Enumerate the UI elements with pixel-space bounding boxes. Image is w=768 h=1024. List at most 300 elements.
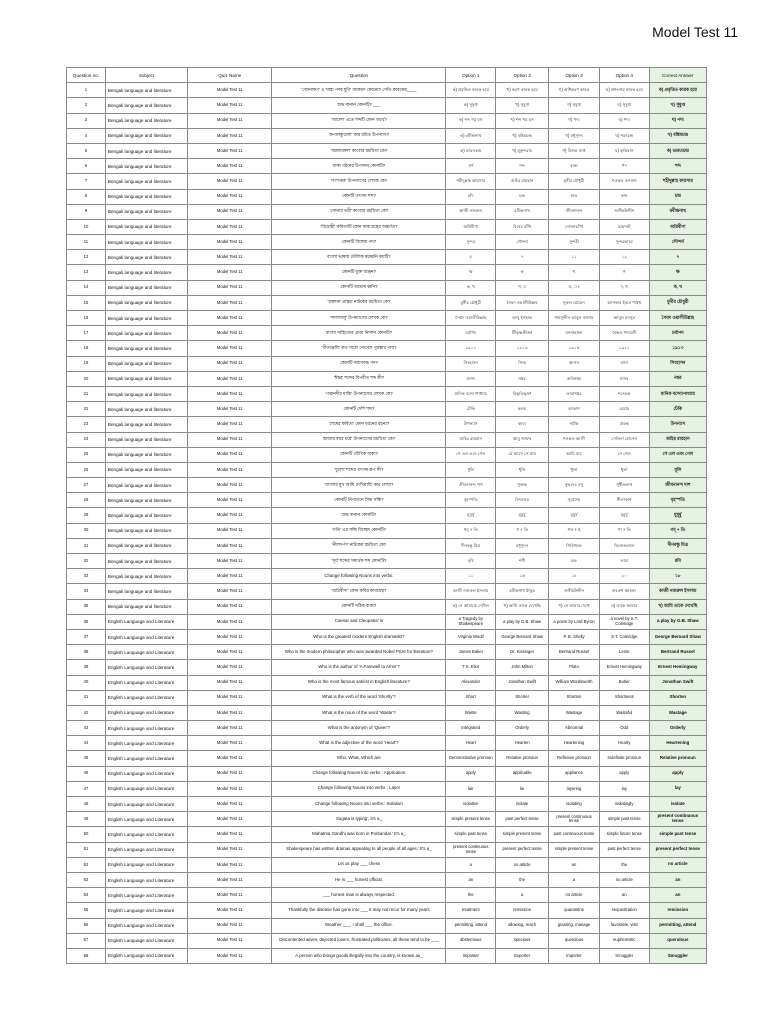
quiz-name-cell: Model Test 11 <box>188 903 272 918</box>
question-no-cell: 28 <box>67 493 106 508</box>
question-cell: Change following Nouns into verbs : Isolation <box>272 797 446 812</box>
subject-cell: English Language and Literature <box>105 690 187 705</box>
correct-answer-cell: গম্ + তি <box>649 523 706 538</box>
quiz-name-cell: Model Test 11 <box>188 614 272 629</box>
question-no-cell: 29 <box>67 508 106 523</box>
option-1-cell: সৈয়দ ওয়ালীউল্লাহ <box>446 311 496 326</box>
option-1-cell: abstemious <box>446 933 496 948</box>
question-cell: বাক্য গঠনের উপাদান কোনটি? <box>272 159 446 174</box>
option-2-cell: applicable <box>496 766 549 781</box>
correct-answer-cell: isolate <box>649 797 706 812</box>
option-2-cell: বিদ্যালয় <box>496 493 549 508</box>
question-cell: Sugata is typing', it's a_ <box>272 812 446 827</box>
option-2-cell: খ) আমি তাকে দেখেছি <box>496 599 549 614</box>
correct-answer-cell: permitting, attend <box>649 918 706 933</box>
question-no-cell: 35 <box>67 599 106 614</box>
correct-answer-cell: Jonathan Swift <box>649 675 706 690</box>
option-3-cell: মনসামঙ্গল <box>549 326 600 341</box>
question-cell: কোনটি যৌগিক বাক্য? <box>272 447 446 462</box>
question-no-cell: 16 <box>67 311 106 326</box>
table-row <box>67 417 707 432</box>
option-3-cell: আসন <box>549 356 600 371</box>
option-4-cell: Lenin <box>599 645 649 660</box>
option-4-cell: বসন <box>599 356 649 371</box>
option-3-cell: Importer <box>549 948 600 963</box>
option-4-cell: a novel by S.T. Coleridge <box>599 614 649 629</box>
subject-cell: Bengali language and literature <box>105 83 187 98</box>
question-cell: He is ___ honest official. <box>272 872 446 887</box>
option-2-cell: Dr. Kissinger <box>496 645 549 660</box>
header-option-4: Option 4 <box>599 68 649 83</box>
question-no-cell: 14 <box>67 280 106 295</box>
subject-cell: English Language and Literature <box>105 903 187 918</box>
correct-answer-cell: শব্দ <box>649 159 706 174</box>
table-row <box>67 872 707 887</box>
quiz-name-cell: Model Test 11 <box>188 356 272 371</box>
option-3-cell: গিরিশচন্দ্র <box>549 538 600 553</box>
subject-cell: Bengali language and literature <box>105 447 187 462</box>
table-row <box>67 326 707 341</box>
quiz-name-cell: Model Test 11 <box>188 842 272 857</box>
option-3-cell: তারাশঙ্কর <box>549 386 600 401</box>
question-cell: 'শেষের কবিতা' কোন ধরনের রচনা? <box>272 417 446 432</box>
correct-answer-cell: সিংহাসন <box>649 356 706 371</box>
option-2-cell: Shorter <box>496 690 549 705</box>
quiz-name-cell: Model Test 11 <box>188 402 272 417</box>
option-1-cell: চাঁদ <box>446 189 496 204</box>
correct-answer-cell: ১৯১৩ <box>649 341 706 356</box>
quiz-name-cell: Model Test 11 <box>188 827 272 842</box>
correct-answer-cell: রবীন্দ্রনাথ <box>649 204 706 219</box>
question-cell: 'সোনার তরী' কাব্যের রচয়িতা কে? <box>272 204 446 219</box>
option-2-cell: নশ্বর <box>496 371 549 386</box>
question-no-cell: 58 <box>67 948 106 963</box>
option-2-cell: remission <box>496 903 549 918</box>
option-2-cell: কলম <box>496 402 549 417</box>
question-cell: Who, What, Which are <box>272 751 446 766</box>
correct-answer-cell: দীনবন্ধু মিত্র <box>649 538 706 553</box>
option-2-cell: শশী <box>496 554 549 569</box>
option-4-cell: গ <box>599 265 649 280</box>
question-no-cell: 49 <box>67 812 106 827</box>
option-2-cell: Relative pronoun <box>496 751 549 766</box>
question-cell: Let us play ___ chess <box>272 857 446 872</box>
question-no-cell: 10 <box>67 219 106 234</box>
option-3-cell: বুদ্ধদেব বসু <box>549 478 600 493</box>
subject-cell: Bengali language and literature <box>105 189 187 204</box>
question-no-cell: 4 <box>67 128 106 143</box>
subject-cell: Bengali language and literature <box>105 462 187 477</box>
option-1-cell: present continuous tense <box>446 842 496 857</box>
question-cell: কোনটি বিশেষ্য পদ? <box>272 235 446 250</box>
option-1-cell: Demonstrative pronoun <box>446 751 496 766</box>
correct-answer-cell: মুনীর চৌধুরী <box>649 295 706 310</box>
quiz-name-cell: Model Test 11 <box>188 812 272 827</box>
quiz-name-cell: Model Test 11 <box>188 538 272 553</box>
question-cell: বাংলা সাহিত্যের প্রথম নিদর্শন কোনটি? <box>272 326 446 341</box>
subject-cell: English Language and Literature <box>105 705 187 720</box>
quiz-name-cell: Model Test 11 <box>188 326 272 341</box>
subject-cell: Bengali language and literature <box>105 204 187 219</box>
option-2-cell: allowing, reach <box>496 918 549 933</box>
option-3-cell: হাত <box>549 189 600 204</box>
option-1-cell: T.S. Eliot <box>446 660 496 675</box>
subject-cell: Bengali language and literature <box>105 523 187 538</box>
option-1-cell: Waste <box>446 705 496 720</box>
option-1-cell: Short <box>446 690 496 705</box>
option-2-cell: শ্রীকৃষ্ণকীর্তন <box>496 326 549 341</box>
table-row <box>67 174 707 189</box>
table-row <box>67 478 707 493</box>
option-2-cell: lie <box>496 781 549 796</box>
option-4-cell: দ, ধ <box>599 280 649 295</box>
correct-answer-cell: খ) সুষুপ্ত <box>649 98 706 113</box>
question-cell: কোনটি যুক্ত ব্যঞ্জন? <box>272 265 446 280</box>
correct-answer-cell: খ) আমি তাকে দেখেছি <box>649 599 706 614</box>
quiz-name-cell: Model Test 11 <box>188 189 272 204</box>
option-4-cell: euphemistic <box>599 933 649 948</box>
option-4-cell: favorable, visit <box>599 918 649 933</box>
quiz-name-cell: Model Test 11 <box>188 629 272 644</box>
option-1-cell: ক) সে আমাকে দেখিল <box>446 599 496 614</box>
question-cell: Caesar and Cleopatra' is <box>272 614 446 629</box>
table-row <box>67 933 707 948</box>
option-1-cell: James Baker <box>446 645 496 660</box>
question-no-cell: 13 <box>67 265 106 280</box>
option-2-cell: সৈয়দ ওয়ালীউল্লাহ <box>496 295 549 310</box>
quiz-name-cell: Model Test 11 <box>188 888 272 903</box>
option-4-cell: বৈষ্ণব পদাবলী <box>599 326 649 341</box>
question-cell: 'বাংলার মুখ আমি দেখিয়াছি' কার লেখা? <box>272 478 446 493</box>
option-2-cell: ১৯১৩ <box>496 341 549 356</box>
subject-cell: Bengali language and literature <box>105 432 187 447</box>
question-cell: 'ঈশ্বর' শব্দের বিপরীত শব্দ কী? <box>272 371 446 386</box>
option-1-cell: treatment <box>446 903 496 918</box>
subject-cell: Bengali language and literature <box>105 98 187 113</box>
table-row <box>67 432 707 447</box>
option-1-cell: ১৯১১ <box>446 341 496 356</box>
option-1-cell: জগৎ <box>446 371 496 386</box>
header-option-1: Option 1 <box>446 68 496 83</box>
option-2-cell: জহির রায়হান <box>496 174 549 189</box>
subject-cell: Bengali language and literature <box>105 219 187 234</box>
question-no-cell: 54 <box>67 888 106 903</box>
correct-answer-cell: সৈয়দ ওয়ালীউল্লাহ <box>649 311 706 326</box>
header-question-no: Question no. <box>67 68 106 83</box>
question-no-cell: 56 <box>67 918 106 933</box>
quiz-name-cell: Model Test 11 <box>188 417 272 432</box>
table-row <box>67 204 707 219</box>
quiz-name-cell: Model Test 11 <box>188 857 272 872</box>
option-2-cell: no article <box>496 857 549 872</box>
subject-cell: Bengali language and literature <box>105 128 187 143</box>
option-4-cell: গা + তি <box>599 523 649 538</box>
table-row <box>67 675 707 690</box>
option-4-cell: simple future tense <box>599 827 649 842</box>
question-no-cell: 45 <box>67 751 106 766</box>
option-1-cell: সিংহাসন <box>446 356 496 371</box>
subject-cell: Bengali language and literature <box>105 341 187 356</box>
correct-answer-cell: Orderly <box>649 721 706 736</box>
table-row <box>67 371 707 386</box>
option-3-cell: জসীমউদ্দীন <box>549 584 600 599</box>
option-2-cell: খ) শব্দ পর বস <box>496 113 549 128</box>
correct-answer-cell: Bertrand Russel <box>649 645 706 660</box>
correct-answer-cell: কাজী নজরুল ইসলাম <box>649 584 706 599</box>
header-option-3: Option 3 <box>549 68 600 83</box>
question-no-cell: 22 <box>67 402 106 417</box>
question-no-cell: 27 <box>67 478 106 493</box>
question-cell: 'পদ্মানদীর মাঝি' উপন্যাসের লেখক কে? <box>272 386 446 401</box>
question-no-cell: 8 <box>67 189 106 204</box>
header-question: Question <box>272 68 446 83</box>
option-3-cell: চন্দ্র <box>549 554 600 569</box>
question-cell: Shakespeare has written dramas appealing to all people of all ages.' It's a_ <box>272 842 446 857</box>
option-3-cell: layering <box>549 781 600 796</box>
option-4-cell: the <box>599 857 649 872</box>
quiz-name-cell: Model Test 11 <box>188 660 272 675</box>
correct-answer-cell: an <box>649 872 706 887</box>
option-2-cell: Wasting <box>496 705 549 720</box>
option-3-cell: Reflexive pronoun <box>549 751 600 766</box>
option-3-cell: খ <box>549 265 600 280</box>
option-2-cell: শব্দ <box>496 159 549 174</box>
option-3-cell: দোলনচাঁপা <box>549 219 600 234</box>
option-2-cell: বিষের বাঁশি <box>496 219 549 234</box>
correct-answer-cell: an <box>649 888 706 903</box>
option-4-cell: isolatingly <box>599 797 649 812</box>
option-3-cell: Abnormal <box>549 721 600 736</box>
option-3-cell: আমি যাব <box>549 447 600 462</box>
question-no-cell: 43 <box>67 721 106 736</box>
option-1-cell: the <box>446 888 496 903</box>
question-cell: 'গীতাঞ্জলি' কত সালে নোবেল পুরস্কার পায়? <box>272 341 446 356</box>
subject-cell: English Language and Literature <box>105 660 187 675</box>
question-no-cell: 11 <box>67 235 106 250</box>
table-row <box>67 903 707 918</box>
question-cell: 'কপালকুণ্ডলা' কার রচিত উপন্যাস? <box>272 128 446 143</box>
option-4-cell: ২০ <box>599 569 649 584</box>
option-1-cell: ক) রবীন্দ্রনাথ <box>446 128 496 143</box>
option-2-cell: যে আসে সে যায় <box>496 447 549 462</box>
quiz-name-cell: Model Test 11 <box>188 265 272 280</box>
question-cell: কোনটি নিপাতনে সিদ্ধ সন্ধি? <box>272 493 446 508</box>
table-row <box>67 235 707 250</box>
option-2-cell: বিভূতিভূষণ <box>496 386 549 401</box>
option-4-cell: Butler <box>599 675 649 690</box>
option-2-cell: রবীন্দ্রনাথ <box>496 204 549 219</box>
question-cell: 'রক্তাক্ত প্রান্তর' নাটকের রচয়িতা কে? <box>272 295 446 310</box>
option-3-cell: গ) অধিকরণ কারক <box>549 83 600 98</box>
table-row <box>67 447 707 462</box>
option-4-cell: simple past tense <box>599 812 649 827</box>
correct-answer-cell: খ) বঙ্কিমচন্দ্র <box>649 128 706 143</box>
subject-cell: Bengali language and literature <box>105 326 187 341</box>
quiz-name-cell: Model Test 11 <box>188 569 272 584</box>
correct-answer-cell: Relative pronoun <box>649 751 706 766</box>
option-3-cell: আকাশ <box>549 402 600 417</box>
quiz-name-cell: Model Test 11 <box>188 219 272 234</box>
option-1-cell: উপন্যাস <box>446 417 496 432</box>
question-cell: Who is the author of 'A Farewell to Arms'? <box>272 660 446 675</box>
option-3-cell: no article <box>549 888 600 903</box>
option-2-cell: খ) সুষুপ্ত <box>496 98 549 113</box>
question-no-cell: 19 <box>67 356 106 371</box>
option-1-cell: Integrated <box>446 721 496 736</box>
option-4-cell: apply <box>599 766 649 781</box>
correct-answer-cell: lay <box>649 781 706 796</box>
table-row <box>67 280 707 295</box>
option-2-cell: isolate <box>496 797 549 812</box>
option-2-cell: সিংহ <box>496 356 549 371</box>
option-4-cell: Wasteful <box>599 705 649 720</box>
option-1-cell: দীনবন্ধু মিত্র <box>446 538 496 553</box>
subject-cell: Bengali language and literature <box>105 143 187 158</box>
option-3-cell: present continuous tense <box>549 812 600 827</box>
subject-cell: Bengali language and literature <box>105 599 187 614</box>
header-subject: Subject <box>105 68 187 83</box>
option-1-cell: জহির রায়হান <box>446 432 496 447</box>
option-3-cell: গ) সুষুপ্ত <box>549 98 600 113</box>
quiz-name-cell: Model Test 11 <box>188 918 272 933</box>
option-3-cell: মুনীর চৌধুরী <box>549 174 600 189</box>
option-1-cell: ক্ষ <box>446 265 496 280</box>
question-cell: কোনটি সঠিক বাক্য? <box>272 599 446 614</box>
table-row <box>67 645 707 660</box>
correct-answer-cell: চন্দ্র <box>649 189 706 204</box>
subject-cell: Bengali language and literature <box>105 493 187 508</box>
option-2-cell: John Milton <box>496 660 549 675</box>
page-title: Model Test 11 <box>652 24 738 40</box>
option-3-cell: শামসুদ্দীন আবুল কালাম <box>549 311 600 326</box>
question-cell: Weather ___, I shall ___ the office. <box>272 918 446 933</box>
option-1-cell: ক) প্রবৃত্তিত কারক হয়ে <box>446 83 496 98</box>
quiz-name-cell: Model Test 11 <box>188 113 272 128</box>
option-4-cell: ১২ <box>599 250 649 265</box>
quiz-name-cell: Model Test 11 <box>188 311 272 326</box>
question-no-cell: 41 <box>67 690 106 705</box>
quiz-name-cell: Model Test 11 <box>188 554 272 569</box>
option-2-cell: a <box>496 888 549 903</box>
table-row <box>67 356 707 371</box>
question-no-cell: 20 <box>67 371 106 386</box>
option-3-cell: Heartening <box>549 736 600 751</box>
question-cell: 'অগ্নিবীণা' কোন কবির কাব্যগ্রন্থ? <box>272 584 446 599</box>
subject-cell: Bengali language and literature <box>105 538 187 553</box>
option-3-cell: quarantine <box>549 903 600 918</box>
question-cell: শুদ্ধ বানান কোনটি? ___ <box>272 98 446 113</box>
quiz-name-cell: Model Test 11 <box>188 872 272 887</box>
quiz-name-cell: Model Test 11 <box>188 174 272 189</box>
question-cell: 'সূর্য' শব্দের সমার্থক শব্দ কোনটি? <box>272 554 446 569</box>
question-no-cell: 9 <box>67 204 106 219</box>
option-1-cell: কাজী নজরুল ইসলাম <box>446 584 496 599</box>
correct-answer-cell: present perfect tense <box>649 842 706 857</box>
option-2-cell: ১৬ <box>496 569 549 584</box>
question-no-cell: 57 <box>67 933 106 948</box>
quiz-name-cell: Model Test 11 <box>188 159 272 174</box>
option-4-cell: দ্বিজেন্দ্রলাল <box>599 538 649 553</box>
question-table <box>66 67 707 964</box>
option-2-cell: সুকান্ত <box>496 478 549 493</box>
option-1-cell: সে এল এবং গেল <box>446 447 496 462</box>
quiz-name-cell: Model Test 11 <box>188 250 272 265</box>
option-2-cell: গ, ঘ <box>496 280 549 295</box>
table-row <box>67 614 707 629</box>
table-row <box>67 599 707 614</box>
question-no-cell: 47 <box>67 781 106 796</box>
option-1-cell: রবি <box>446 554 496 569</box>
option-3-cell: জীবনানন্দ <box>549 204 600 219</box>
question-cell: 'অন্নদামঙ্গল' কাব্যের রচয়িতা কে? <box>272 143 446 158</box>
subject-cell: English Language and Literature <box>105 645 187 660</box>
quiz-name-cell: Model Test 11 <box>188 280 272 295</box>
subject-cell: English Language and Literature <box>105 721 187 736</box>
quiz-name-cell: Model Test 11 <box>188 705 272 720</box>
option-3-cell: গ) মধুসূদন <box>549 128 600 143</box>
option-3-cell: simple present tense <box>549 842 600 857</box>
question-cell: 'গতি' এর সন্ধি বিচ্ছেদ কোনটি? <box>272 523 446 538</box>
option-3-cell: querulous <box>549 933 600 948</box>
correct-answer-cell: রবি <box>649 554 706 569</box>
option-4-cell: past perfect tense <box>599 842 649 857</box>
quiz-name-cell: Model Test 11 <box>188 447 272 462</box>
correct-answer-cell: ক) ভারতচন্দ্র <box>649 143 706 158</box>
correct-answer-cell: present continuous tense <box>649 812 706 827</box>
option-3-cell: a poem by Lord Byron <box>549 614 600 629</box>
correct-answer-cell: ধূলি <box>649 462 706 477</box>
option-2-cell: ক <box>496 265 549 280</box>
option-1-cell: ঢেঁকি <box>446 402 496 417</box>
table-row <box>67 721 707 736</box>
correct-answer-cell: George Bernard Shaw <box>649 629 706 644</box>
quiz-name-cell: Model Test 11 <box>188 736 272 751</box>
option-4-cell: শরৎচন্দ্র <box>599 386 649 401</box>
question-no-cell: 30 <box>67 523 106 538</box>
subject-cell: English Language and Literature <box>105 872 187 887</box>
option-3-cell: সুন্দরী <box>549 235 600 250</box>
table-row <box>67 888 707 903</box>
subject-cell: Bengali language and literature <box>105 280 187 295</box>
option-1-cell: গম্ + তি <box>446 523 496 538</box>
quiz-name-cell: Model Test 11 <box>188 386 272 401</box>
table-row <box>67 690 707 705</box>
option-1-cell: ৫ <box>446 250 496 265</box>
option-4-cell: S.T. Coleridge <box>599 629 649 644</box>
question-cell: Who is the greatest modern English dramatist? <box>272 629 446 644</box>
option-4-cell: lay <box>599 781 649 796</box>
option-3-cell: William Wordsworth <box>549 675 600 690</box>
option-1-cell: simple past tense <box>446 827 496 842</box>
option-2-cell: Exporter <box>496 948 549 963</box>
table-row <box>67 948 707 963</box>
question-no-cell: 39 <box>67 660 106 675</box>
table-row <box>67 113 707 128</box>
table-row <box>67 189 707 204</box>
option-4-cell: সেলিনা হোসেন <box>599 432 649 447</box>
option-3-cell: নুরুল মোমেন <box>549 295 600 310</box>
subject-cell: English Language and Literature <box>105 812 187 827</box>
option-4-cell: Odd <box>599 721 649 736</box>
table-row <box>67 295 707 310</box>
option-4-cell: ছায়ানট <box>599 219 649 234</box>
question-cell: A person who brings goods illegally into the country, is known as_ <box>272 948 446 963</box>
table-row <box>67 827 707 842</box>
subject-cell: English Language and Literature <box>105 948 187 963</box>
option-3-cell: Bertrand Russel <box>549 645 600 660</box>
correct-answer-cell: no article <box>649 857 706 872</box>
option-1-cell: বৃহস্পতি <box>446 493 496 508</box>
